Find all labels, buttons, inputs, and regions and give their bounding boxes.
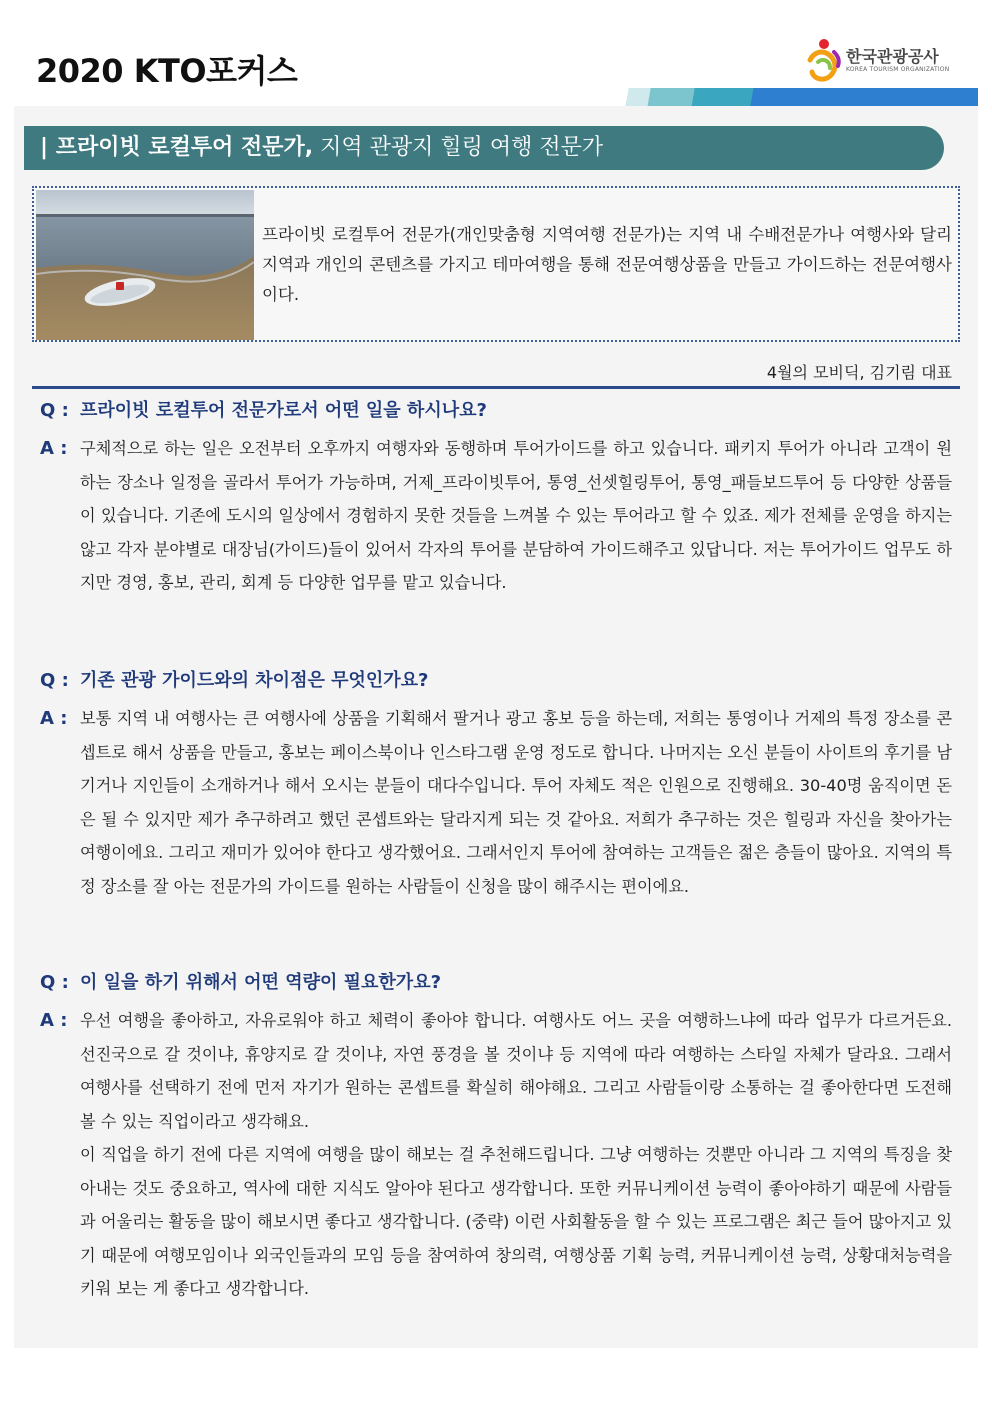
header-divider: [32, 386, 960, 389]
answer-3: [40, 1004, 952, 1306]
section-title-bold: | 프라이빗 로컬투어 전문가,: [40, 135, 314, 160]
question-label: Q :: [40, 972, 69, 993]
section-title-rest: 지역 관광지 힐링 여행 전문가: [313, 135, 604, 160]
beach-paddleboard-photo: [36, 190, 254, 340]
question-label: Q :: [40, 670, 69, 691]
page-header: [14, 20, 978, 106]
answer-paragraph: 구체적으로 하는 일은 오전부터 오후까지 여행자와 동행하며 투어가이드를 하고 있습니다. 패키지 투어가 아니라 고객이 원하는 장소나 일정을 골라서 투어가 가능하며, 거제_프라이빗투어, 통영_선셋힐링투어, 통영_패들보드투어 등 다양한 상품들이 있습니다. 기존에 도시의 일상에서 경험하지 못한 것들을 느껴볼 수 있는 투어라고 할 수 있죠. 제가 전체를 운영을 하지는 않고 각자 분야별로 대장님(가이드)들이 있어서 각자의 투어를 분담하여 가이드해주고 있답니다. 저는 투어가이드 업무도 하지만 경영, 홍보, 관리, 회계 등 다양한 업무를 맡고 있습니다.: [80, 439, 952, 592]
qa-block-1: [40, 396, 952, 600]
qa-block-2: [40, 666, 952, 903]
answer-paragraph: 이 직업을 하기 전에 다른 지역에 여행을 많이 해보는 걸 추천해드립니다. 그냥 여행하는 것뿐만 아니라 그 지역의 특징을 찾아내는 것도 중요하고, 역사에 대한 지식도 알아야 된다고 생각합니다. 또한 커뮤니케이션 능력이 좋아야하기 때문에 사람들과 어울리는 활동을 많이 해보시면 좋다고 생각합니다. (중략) 이런 사회활동을 할 수 있는 프로그램은 최근 들어 많아지고 있기 때문에 여행모임이나 외국인들과의 모임 등을 참여하여 창의력, 여행상품 기획 능력, 커뮤니케이션 능력, 상황대처능력을 키워 보는 게 좋다고 생각합니다.: [80, 1145, 952, 1298]
intro-description: 프라이빗 로컬투어 전문가(개인맞춤형 지역여행 전문가)는 지역 내 수배전문가나 여행사와 달리 지역과 개인의 콘텐츠를 가지고 테마여행을 통해 전문여행상품을 만들고 가이드하는 전문여행사이다.: [262, 225, 952, 304]
question-2: [40, 666, 952, 696]
answer-paragraph: 우선 여행을 좋아하고, 자유로워야 하고 체력이 좋아야 합니다. 여행사도 어느 곳을 여행하느냐에 따라 업무가 다르거든요. 선진국으로 갈 것이냐, 휴양지로 갈 것이냐, 자연 풍경을 볼 것이냐 등 지역에 따라 여행하는 스타일 자체가 달라요. 그래서 여행사를 선택하기 전에 먼저 자기가 원하는 콘셉트를 확실히 해야해요. 그리고 사람들이랑 소통하는 걸 좋아한다면 도전해볼 수 있는 직업이라고 생각해요.: [80, 1011, 952, 1131]
section-title-banner: [24, 126, 944, 170]
header-accent-stripe: [614, 88, 978, 106]
answer-2: [40, 702, 952, 903]
intro-box: [32, 186, 960, 342]
question-3: [40, 968, 952, 998]
logo-korean-text: 한국관광공사: [846, 47, 939, 66]
answer-paragraph: 보통 지역 내 여행사는 큰 여행사에 상품을 기획해서 팔거나 광고 홍보 등을 하는데, 저희는 통영이나 거제의 특정 장소를 콘셉트로 해서 상품을 만들고, 홍보는 페이스북이나 인스타그램 운영 정도로 합니다. 나머지는 오신 분들이 사이트의 후기를 남기거나 지인들이 소개하거나 해서 오시는 분들이 대다수입니다. 투어 자체도 적은 인원으로 진행해요. 30-40명 움직이면 돈은 될 수 있지만 제가 추구하려고 했던 콘셉트와는 달라지게 되는 것 같아요. 저희가 추구하는 것은 힐링과 자신을 찾아가는 여행이에요. 그리고 재미가 있어야 한다고 생각했어요. 그래서인지 투어에 참여하는 고객들은 젊은 층들이 많아요. 지역의 특정 장소를 잘 아는 전문가의 가이드를 원하는 사람들이 신청을 많이 해주시는 편이에요.: [80, 709, 952, 896]
question-1: [40, 396, 952, 426]
kto-logo-icon: [804, 38, 844, 84]
interviewee-byline: 4월의 모비딕, 김기림 대표: [766, 363, 952, 382]
answer-1: [40, 432, 952, 600]
answer-label: A :: [40, 1010, 68, 1031]
question-text: 기존 관광 가이드와의 차이점은 무엇인가요?: [80, 670, 429, 691]
document-page: [14, 20, 978, 1348]
qa-block-3: [40, 968, 952, 1306]
question-label: Q :: [40, 400, 69, 421]
newsletter-title: 2020 KTO포커스: [36, 52, 298, 90]
kto-logo: [804, 38, 954, 84]
logo-english-text: KOREA TOURISM ORGANIZATION: [846, 66, 950, 73]
answer-label: A :: [40, 708, 68, 729]
answer-label: A :: [40, 438, 68, 459]
question-text: 이 일을 하기 위해서 어떤 역량이 필요한가요?: [80, 972, 442, 993]
question-text: 프라이빗 로컬투어 전문가로서 어떤 일을 하시나요?: [80, 400, 487, 421]
